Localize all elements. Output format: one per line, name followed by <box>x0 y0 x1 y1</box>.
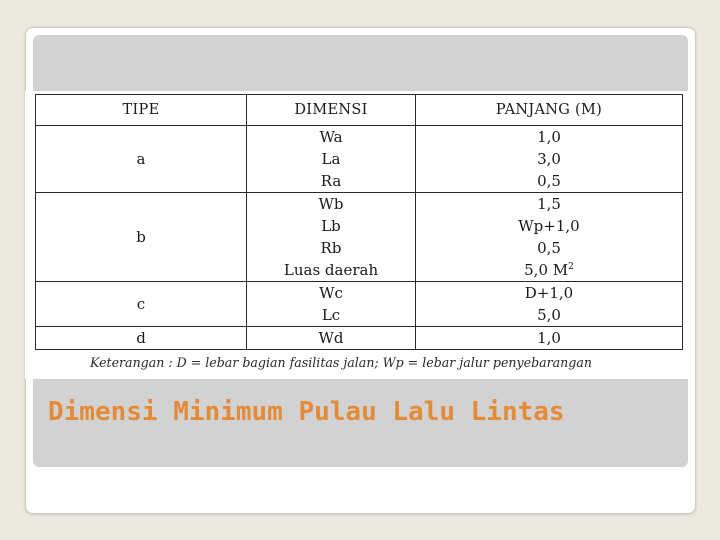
dimensi-cell <box>247 282 416 327</box>
table-row-group-b <box>36 193 683 282</box>
dimensi-value: Rb <box>320 239 342 257</box>
header-panjang: PANJANG (M) <box>416 95 683 126</box>
tipe-cell: b <box>36 193 247 282</box>
dimensi-value: Wd <box>318 329 344 347</box>
panjang-value: 5,0 M <box>524 261 569 279</box>
panjang-value: D+1,0 <box>524 284 574 302</box>
dimensi-value: Wc <box>319 284 343 302</box>
superscript-exponent: 2 <box>568 262 574 272</box>
dimensi-cell <box>247 193 416 282</box>
tipe-cell: a <box>36 126 247 193</box>
header-dimensi: DIMENSI <box>247 95 416 126</box>
panjang-value: 1,0 <box>537 329 561 347</box>
panjang-value: 5,0 <box>537 306 561 324</box>
dimensi-value: La <box>321 150 341 168</box>
dimension-table <box>35 94 683 350</box>
panjang-value: 1,5 <box>537 195 561 213</box>
dimensi-value: Lc <box>321 306 341 324</box>
table-row-group-a <box>36 126 683 193</box>
table-row-group-c <box>36 282 683 327</box>
panjang-value: 0,5 <box>537 239 561 257</box>
header-tipe: TIPE <box>36 95 247 126</box>
panjang-value: 1,0 <box>537 128 561 146</box>
panjang-cell <box>416 126 683 193</box>
table-row-group-d <box>36 327 683 350</box>
panjang-cell <box>416 193 683 282</box>
panjang-value-with-unit <box>416 259 682 281</box>
dimensi-value: Wb <box>318 195 344 213</box>
dimensi-value: Lb <box>321 217 341 235</box>
dimensi-cell <box>247 327 416 350</box>
dimensi-value: Ra <box>320 172 342 190</box>
dimensi-cell <box>247 126 416 193</box>
panjang-cell <box>416 282 683 327</box>
panjang-value: 0,5 <box>537 172 561 190</box>
panjang-value: 3,0 <box>537 150 561 168</box>
tipe-cell: c <box>36 282 247 327</box>
table-footnote: Keterangan : D = lebar bagian fasilitas jalan; Wp = lebar jalur penyebarangan <box>90 355 592 370</box>
dimensi-value: Wa <box>319 128 343 146</box>
panjang-value: Wp+1,0 <box>518 217 580 235</box>
slide-title: Dimensi Minimum Pulau Lalu Lintas <box>48 397 565 427</box>
panjang-cell <box>416 327 683 350</box>
dimensi-value: Luas daerah <box>283 261 379 279</box>
table-header-row <box>36 95 683 126</box>
tipe-cell: d <box>36 327 247 350</box>
table-image <box>25 91 694 379</box>
